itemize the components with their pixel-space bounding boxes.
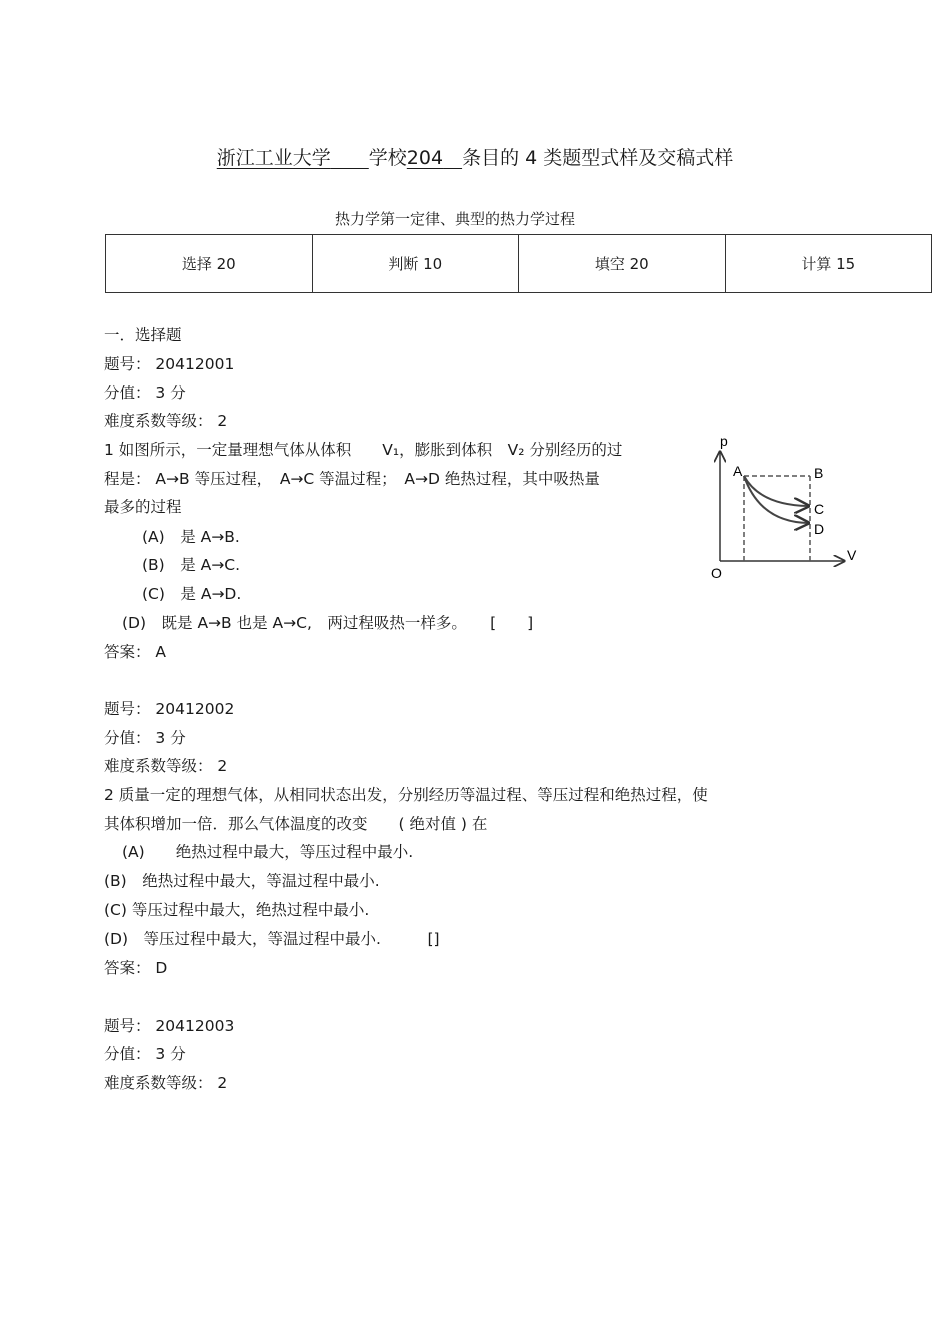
o-label: O <box>711 565 722 581</box>
q1-option-d: (D) 既是 A→B 也是 A→C, 两过程吸热一样多。 [ ] <box>122 614 534 632</box>
q1-number: 题号： 20412001 <box>104 355 235 373</box>
score-cell-choice: 选择 20 <box>106 235 313 293</box>
q1-stem-line3: 最多的过程 <box>104 498 182 516</box>
q1-option-a: (A) 是 A→B. <box>142 528 240 546</box>
isotherm-ac <box>744 476 808 506</box>
q3-score: 分值： 3 分 <box>104 1045 186 1063</box>
d-label: D <box>814 521 825 537</box>
b-label: B <box>814 465 824 481</box>
q2-stem-line1: 2 质量一定的理想气体，从相同状态出发，分别经历等温过程、等压过程和绝热过程，使 <box>104 786 708 804</box>
adiabat-ad <box>744 476 808 523</box>
q3-number: 题号： 20412003 <box>104 1017 235 1035</box>
q2-score: 分值： 3 分 <box>104 729 186 747</box>
q1-option-c: (C) 是 A→D. <box>142 585 242 603</box>
q2-option-d: (D) 等压过程中最大，等温过程中最小. [] <box>104 930 440 948</box>
page-title <box>0 143 950 170</box>
q1-option-b: (B) 是 A→C. <box>142 556 240 574</box>
q1-difficulty: 难度系数等级： 2 <box>104 412 228 430</box>
title-code: 204 <box>406 147 444 169</box>
q2-number: 题号： 20412002 <box>104 700 235 718</box>
a-label: A <box>733 463 743 479</box>
v-label: V <box>847 547 857 563</box>
section-heading: 一．选择题 <box>104 326 182 344</box>
q3-difficulty: 难度系数等级： 2 <box>104 1074 228 1092</box>
p-label: p <box>720 433 728 449</box>
q2-difficulty: 难度系数等级： 2 <box>104 757 228 775</box>
pv-diagram <box>700 430 870 590</box>
title-school-word: 学校 <box>368 147 407 169</box>
q1-answer: 答案： A <box>104 643 167 661</box>
q2-option-c: (C) 等压过程中最大，绝热过程中最小. <box>104 901 370 919</box>
title-school: 浙江工业大学 <box>216 147 331 169</box>
q2-answer: 答案： D <box>104 959 168 977</box>
q2-stem-line2: 其体积增加一倍．那么气体温度的改变 ( 绝对值 ) 在 <box>104 815 488 833</box>
q2-option-b: (B) 绝热过程中最大，等温过程中最小. <box>104 872 380 890</box>
q2-option-a: (A) 绝热过程中最大，等压过程中最小. <box>122 843 414 861</box>
score-table <box>105 234 932 293</box>
c-label: C <box>814 501 825 517</box>
score-cell-calc: 计算 15 <box>725 235 932 293</box>
score-cell-judge: 判断 10 <box>312 235 519 293</box>
q1-stem-line1: 1 如图所示，一定量理想气体从体积 V₁，膨胀到体积 V₂ 分别经历的过 <box>104 441 623 459</box>
q1-stem-line2: 程是： A→B 等压过程， A→C 等温过程； A→D 绝热过程，其中吸热量 <box>104 470 600 488</box>
score-cell-fill: 填空 20 <box>519 235 726 293</box>
subtitle: 热力学第一定律、典型的热力学过程 <box>334 210 575 228</box>
q1-score: 分值： 3 分 <box>104 384 186 402</box>
title-rest: 条目的 4 类题型式样及交稿式样 <box>462 147 734 169</box>
